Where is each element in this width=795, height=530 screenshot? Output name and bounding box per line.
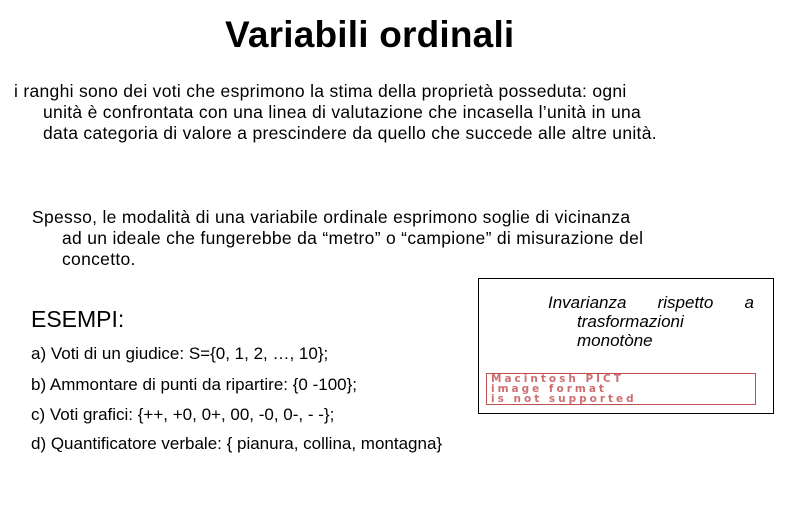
definition-paragraph: [14, 81, 777, 144]
figure-caption-line: trasformazioni: [577, 312, 684, 331]
example-item: a) Voti di un giudice: S={0, 1, 2, …, 10};: [31, 344, 329, 363]
unsupported-image-placeholder: [486, 373, 756, 405]
note-line: ad un ideale che fungerebbe da “metro” o “campione” di misurazione del: [62, 228, 644, 248]
caption-word: rispetto: [657, 293, 714, 312]
placeholder-text: is not supported: [491, 393, 637, 405]
note-line: concetto.: [62, 249, 136, 269]
caption-word: Invarianza: [548, 293, 627, 312]
definition-line: data categoria di valore a prescindere da quello che succede alle altre unità.: [43, 123, 657, 143]
example-item: b) Ammontare di punti da ripartire: {0 -100};: [31, 375, 358, 394]
example-item: c) Voti grafici: {++, +0, 0+, 00, -0, 0-, - -};: [31, 405, 335, 424]
page-title: Variabili ordinali: [225, 14, 515, 55]
caption-word: a: [744, 293, 754, 312]
examples-heading: ESEMPI:: [31, 306, 125, 332]
placeholder-text: image format: [491, 383, 607, 395]
placeholder-text: Macintosh PICT: [491, 373, 624, 385]
figure-caption-line: [548, 293, 754, 312]
note-line: Spesso, le modalità di una variabile ordinale esprimono soglie di vicinanza: [32, 207, 631, 227]
definition-line: unità è confrontata con una linea di valutazione che incasella l’unità in una: [43, 102, 642, 122]
figure-caption-line: monotòne: [577, 331, 653, 350]
note-paragraph: [32, 207, 757, 270]
definition-line: i ranghi sono dei voti che esprimono la stima della proprietà posseduta: ogni: [14, 81, 627, 101]
example-item: d) Quantificatore verbale: { pianura, collina, montagna}: [31, 434, 443, 453]
figure-caption: [548, 293, 754, 350]
